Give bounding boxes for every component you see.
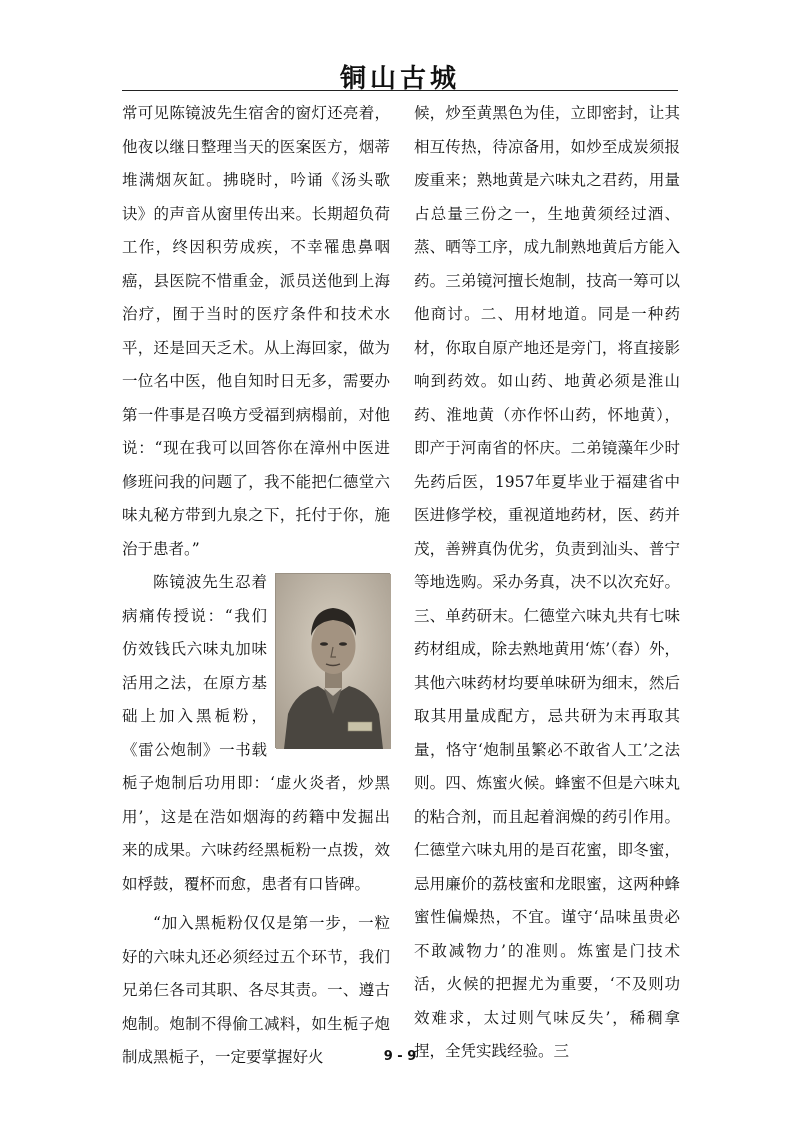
portrait-image: [275, 573, 390, 748]
right-paragraph-1: 候，炒至黄黑色为佳，立即密封，让其相互传热，待凉备用，如炒至成炭须报废重来；熟地黄是六味丸之君药，用量占总量三份之一，生地黄须经过酒、蒸、晒等工序，成九制熟地黄后方能入药。三弟镜河擅长炮制，技高一筹可以他商讨。二、用材地道。同是一种药材，你取自原产地还是旁门，将直接影响到药效。如山药、地黄必须是淮山药、淮地黄（亦作怀山药，怀地黄），即产于河南省的怀庆。二弟镜藻年少时先药后医，1957年夏毕业于福建省中医进修学校，重视道地药材，医、药并茂，善辨真伪优劣，负责到汕头、普宁等地选购。采办务真，决不以次充好。三、单药研末。仁德堂六味丸共有七味药材组成，除去熟地黄用‘炼’（舂）外，其他六味药材均要单味研为细末，然后取其用量成配方，忌共研为末再取其量，恪守‘炮制虽繁必不敢省人工’之法则。四、炼蜜火候。蜂蜜不但是六味丸的粘合剂，而且起着润燥的药引作用。仁德堂六味丸用的是百花蜜，即冬蜜，忌用廉价的荔枝蜜和龙眼蜜，这两种蜂蜜性偏燥热，不宜。谨守‘品味虽贵必不敢减物力’的准则。炼蜜是门技术活，火候的把握尤为重要，‘不及则功效难求，太过则气味反失’，稀稠拿捏，全凭实践经验。三: [414, 104, 680, 1060]
header-divider: [122, 90, 678, 91]
page-number: 9 - 9: [383, 1049, 417, 1064]
left-paragraph-3: “加入黑栀粉仅仅是第一步，一粒好的六味丸还必须经过五个环节，我们兄弟仨各司其职、各尽其责。一、遵古炮制。炮制不得偷工减料，如生栀子炮制成黑栀子，一定要掌握好火: [122, 914, 390, 1066]
left-column: [122, 97, 390, 1075]
page-header-title: 铜山古城: [339, 64, 460, 94]
right-column: [414, 97, 680, 1069]
left-paragraph-1: 常可见陈镜波先生宿舍的窗灯还亮着，他夜以继日整理当天的医案医方，烟蒂堆满烟灰缸。拂晓时，吟诵《汤头歌诀》的声音从窗里传出来。长期超负荷工作，终因积劳成疾，不幸罹患鼻咽癌，县医院不惜重金，派员送他到上海治疗，囿于当时的医疗条件和技术水平，还是回天乏术。从上海回家，做为一位名中医，他自知时日无多，需要办第一件事是召唤方受福到病榻前，对他说：“现在我可以回答你在漳州中医进修班问我的问题了，我不能把仁德堂六味丸秘方带到九泉之下，托付于你，施治于患者。”: [122, 104, 390, 558]
portrait-photo: [275, 573, 390, 748]
left-paragraph-2: 陈镜波先生忍着病痛传授说：“我们仿效钱氏六味丸加味活用之法，在原方基础上加入黑栀粉，《雷公炮制》一书载栀子炮制后功用即：‘虚火炎者，炒黑用’，这是在浩如烟海的药籍中发掘出来的成果。六味药经黑栀粉一点拨，效如桴鼓，覆杯而愈，患者有口皆碑。: [122, 573, 390, 893]
portrait-illustration: [276, 574, 391, 749]
